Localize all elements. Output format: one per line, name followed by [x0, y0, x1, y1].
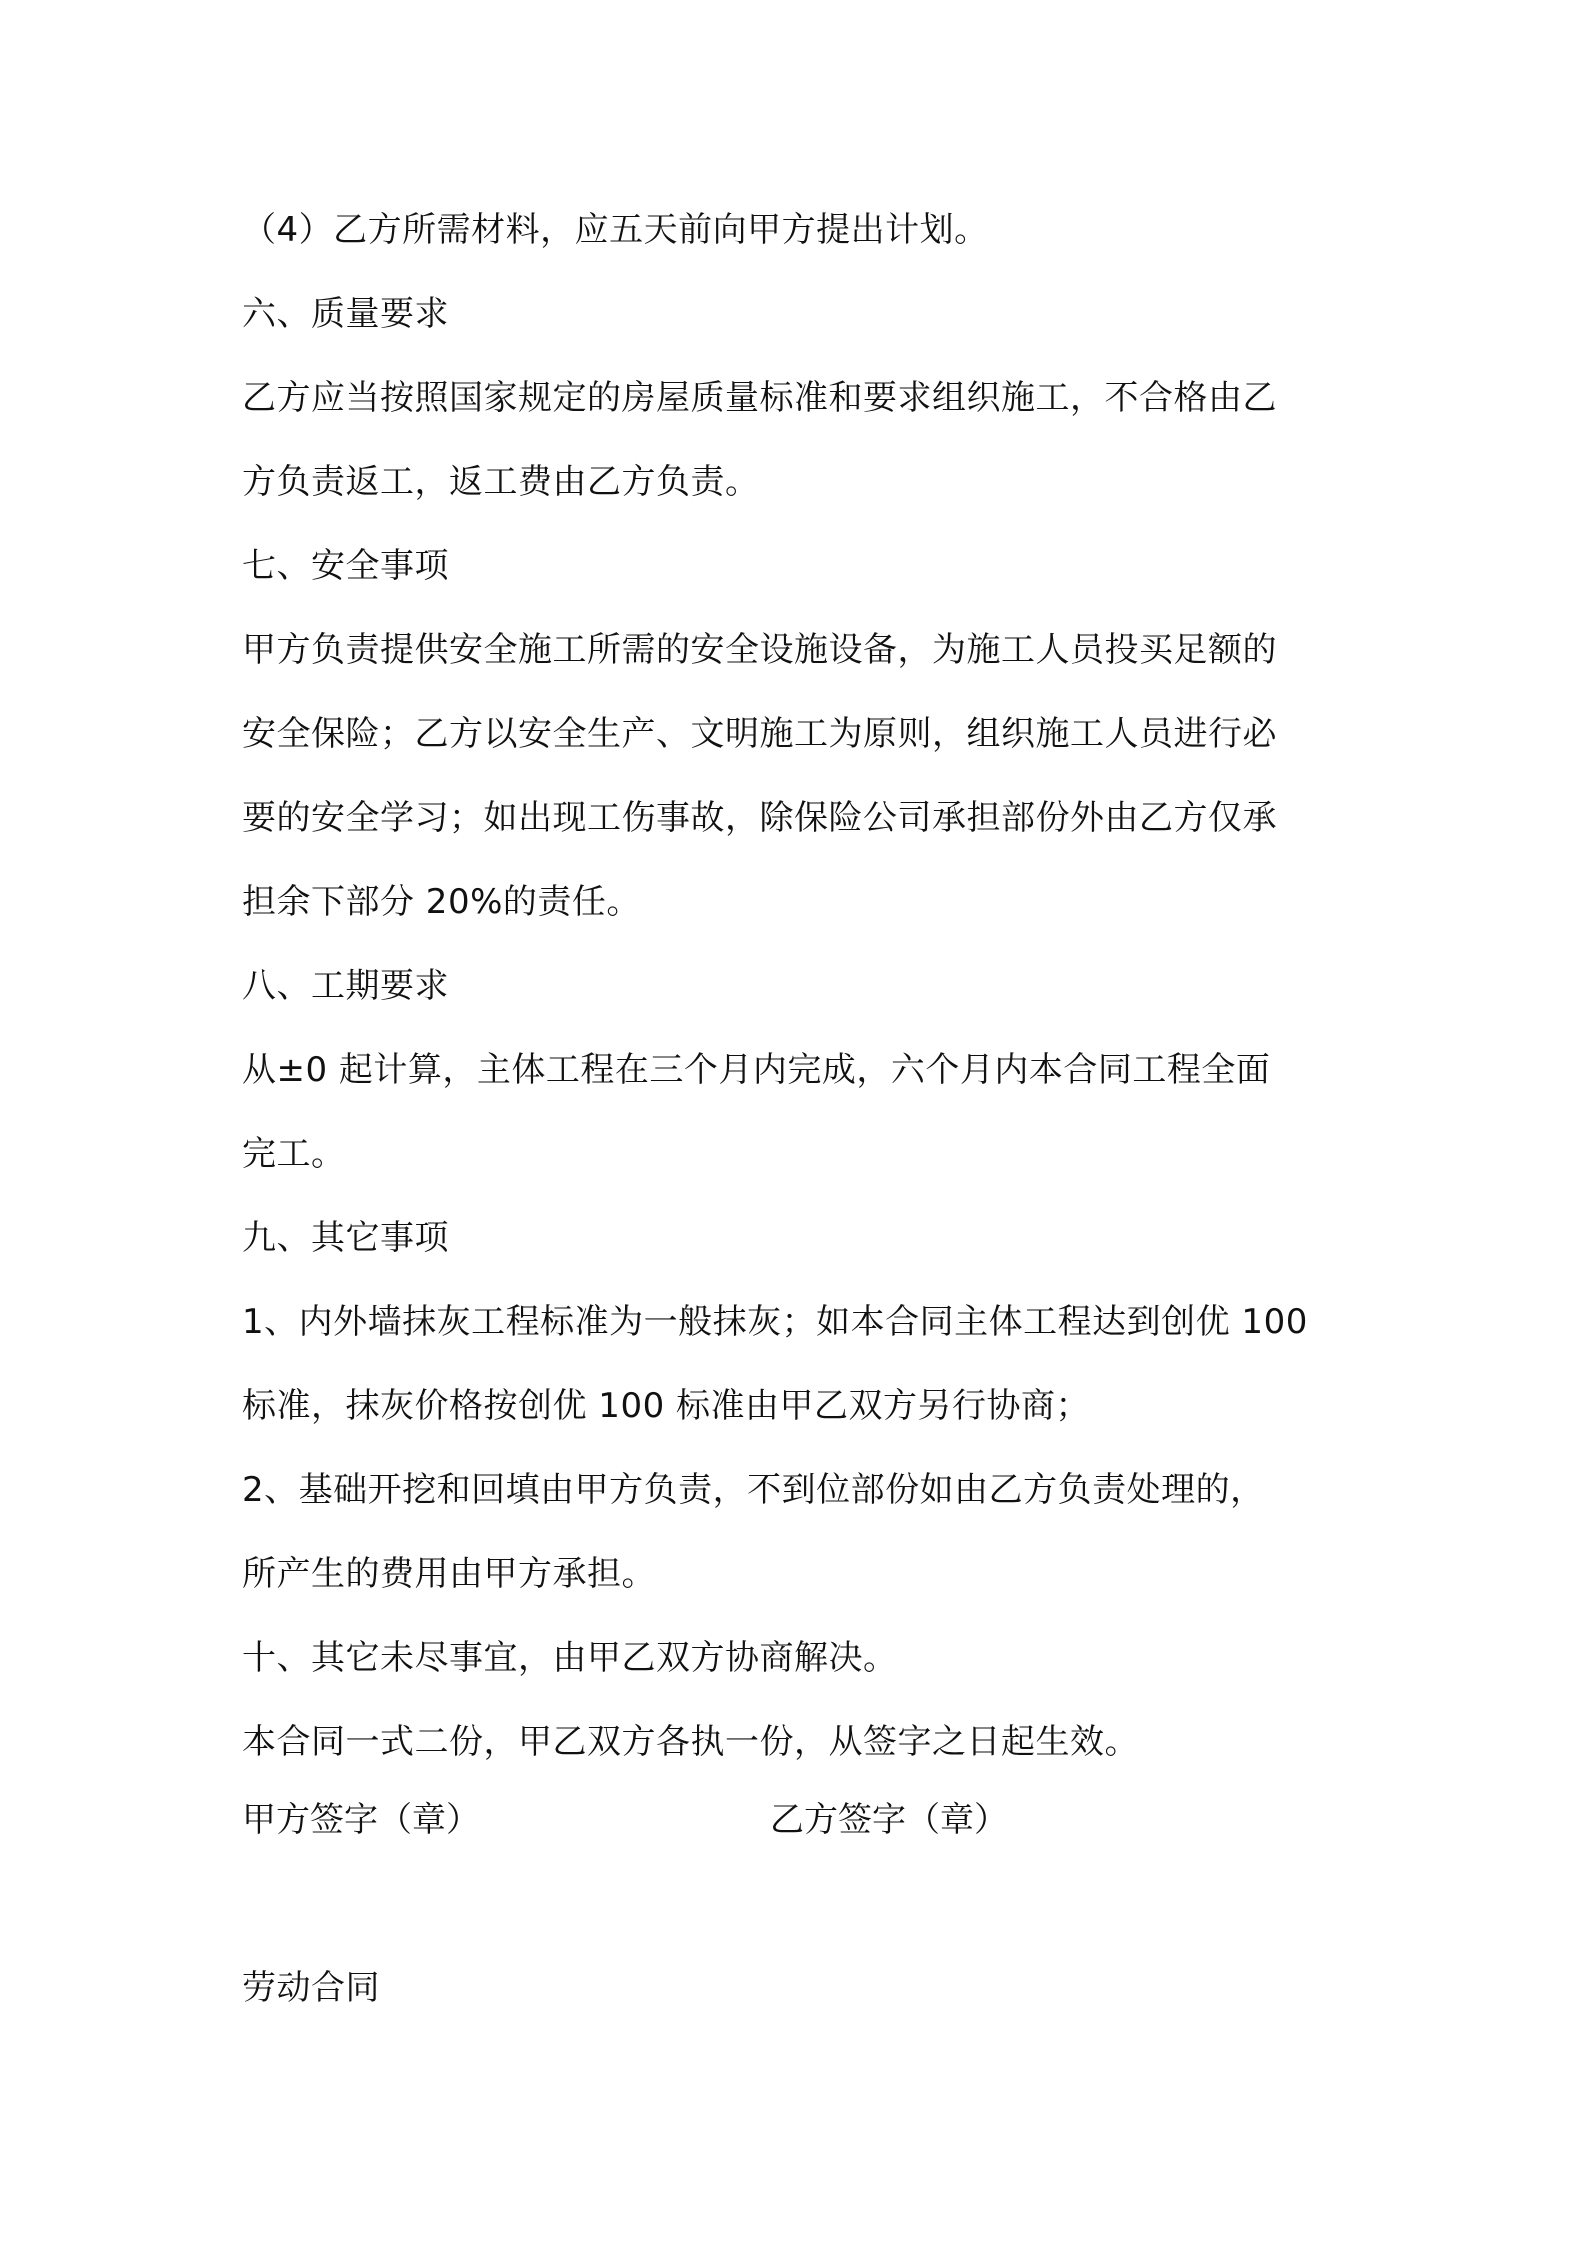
next-document-title: 劳动合同 [242, 1968, 380, 2008]
signature-row [242, 1798, 1342, 1842]
heading-quality: 六、质量要求 [242, 294, 449, 334]
heading-schedule: 八、工期要求 [242, 966, 449, 1006]
other-item-2-line-2: 所产生的费用由甲方承担。 [242, 1554, 656, 1594]
heading-other-matters: 九、其它事项 [242, 1218, 449, 1258]
clause-material-plan: （4）乙方所需材料，应五天前向甲方提出计划。 [242, 210, 989, 250]
other-item-1-line-1: 1、内外墙抹灰工程标准为一般抹灰；如本合同主体工程达到创优 100 [242, 1302, 1308, 1342]
safety-text-line-4: 担余下部分 20%的责任。 [242, 882, 641, 922]
safety-text-line-2: 安全保险；乙方以安全生产、文明施工为原则，组织施工人员进行必 [242, 714, 1277, 754]
party-a-signature-label: 甲方签字（章） [242, 1800, 480, 1840]
quality-text-line-1: 乙方应当按照国家规定的房屋质量标准和要求组织施工，不合格由乙 [242, 378, 1277, 418]
heading-unresolved-matters: 十、其它未尽事宜，由甲乙双方协商解决。 [242, 1638, 898, 1678]
contract-copies-text: 本合同一式二份，甲乙双方各执一份，从签字之日起生效。 [242, 1722, 1139, 1762]
safety-text-line-3: 要的安全学习；如出现工伤事故，除保险公司承担部份外由乙方仅承 [242, 798, 1277, 838]
schedule-text-line-1: 从±0 起计算，主体工程在三个月内完成，六个月内本合同工程全面 [242, 1050, 1271, 1090]
schedule-text-line-2: 完工。 [242, 1134, 346, 1174]
heading-safety: 七、安全事项 [242, 546, 449, 586]
quality-text-line-2: 方负责返工，返工费由乙方负责。 [242, 462, 760, 502]
other-item-2-line-1: 2、基础开挖和回填由甲方负责，不到位部份如由乙方负责处理的， [242, 1470, 1265, 1510]
other-item-1-line-2: 标准，抹灰价格按创优 100 标准由甲乙双方另行协商； [242, 1386, 1091, 1426]
safety-text-line-1: 甲方负责提供安全施工所需的安全设施设备，为施工人员投买足额的 [242, 630, 1277, 670]
party-b-signature-label: 乙方签字（章） [770, 1800, 1008, 1840]
